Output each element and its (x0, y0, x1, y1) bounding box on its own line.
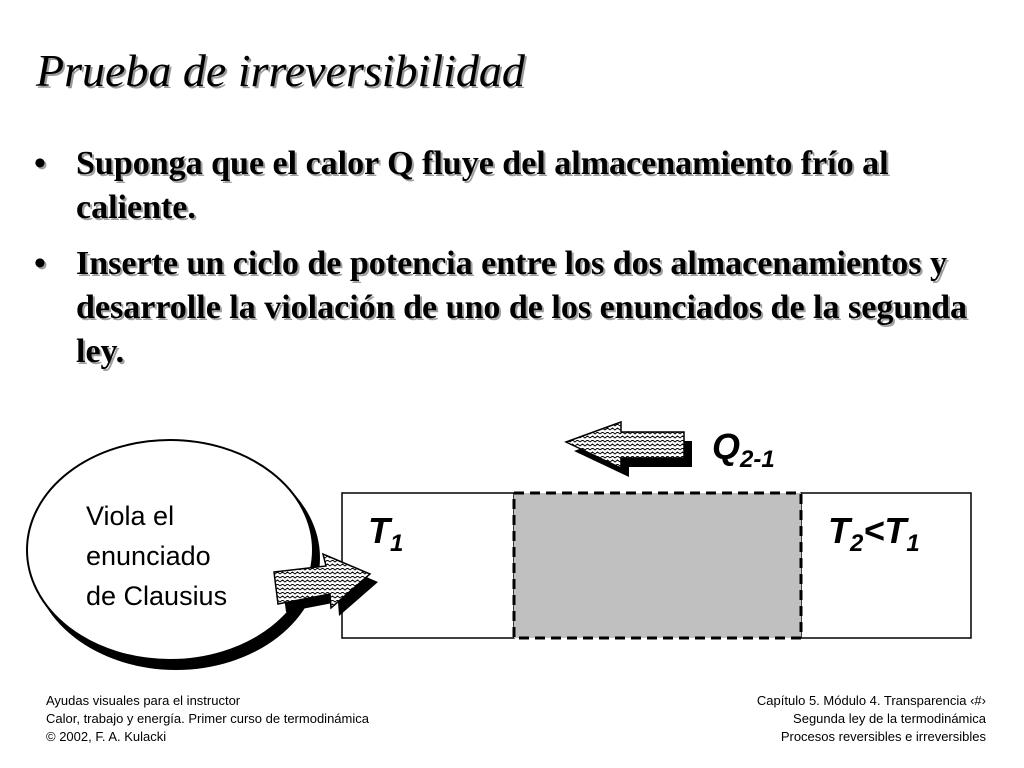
footer-line: Capítulo 5. Módulo 4. Transparencia ‹#› (756, 693, 986, 708)
footer-line: Procesos reversibles e irreversibles (780, 729, 986, 744)
right-reservoir-label: $T_2<T_1$ (828, 510, 920, 557)
footer-line: Segunda ley de la termodinámica (793, 711, 986, 726)
slide-title: Prueba de irreversibilidad (36, 45, 525, 96)
power-cycle-region (514, 493, 801, 638)
bullet-dot: • (34, 245, 46, 282)
footer-line: Ayudas visuales para el instructor (46, 693, 241, 708)
footer-line: Calor, trabajo y energía. Primer curso de termodinámica (46, 711, 369, 726)
bullet-text: Inserte un ciclo de potencia entre los dos almacenamientos y desarrolle la violación de uno de los enunciados de la segunda ley. (76, 245, 968, 370)
callout-line: Viola el (86, 501, 175, 531)
callout-text (86, 496, 227, 616)
bullet-dot: • (34, 145, 46, 182)
left-reservoir-label: $T_1$ (368, 510, 404, 557)
bullet-text: Suponga que el calor Q fluye del almacenamiento frío al caliente. (76, 145, 889, 226)
footer-left (46, 692, 369, 746)
footer-right (757, 692, 986, 746)
callout-line: enunciado (86, 541, 211, 571)
heat-label: $Q_{2-1}$ (712, 426, 775, 473)
footer-line: © 2002, F. A. Kulacki (46, 729, 167, 744)
callout-line: de Clausius (86, 581, 228, 611)
